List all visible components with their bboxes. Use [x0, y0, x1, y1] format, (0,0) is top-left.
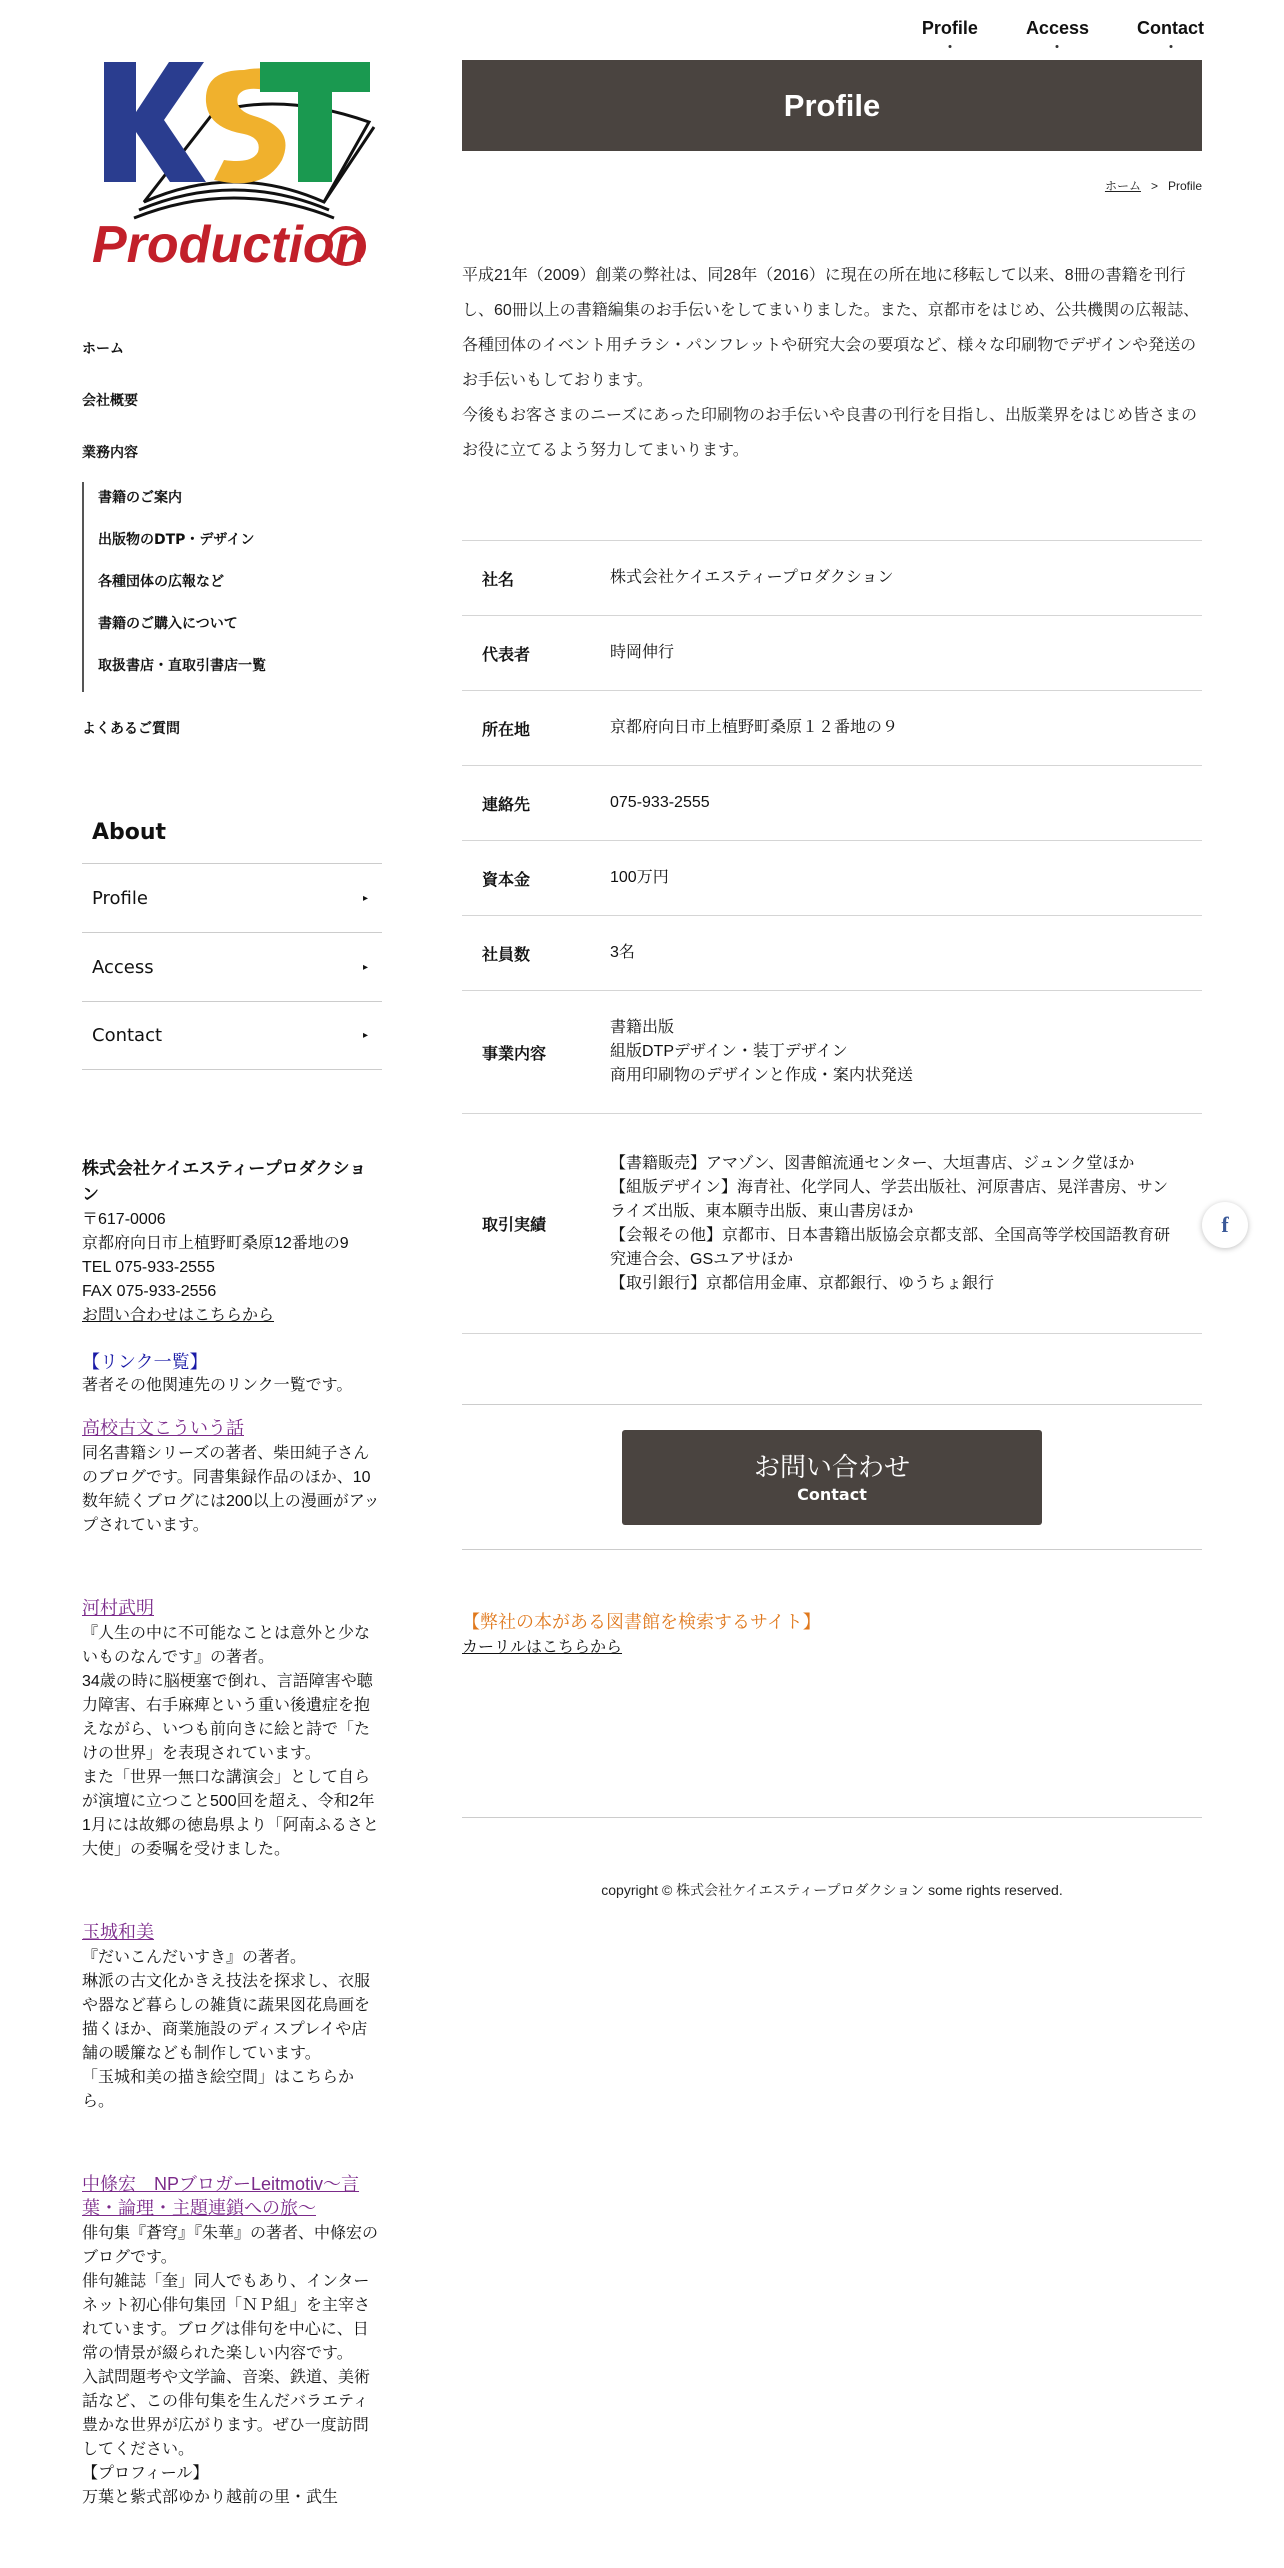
company-fax: FAX 075-933-2556 — [82, 1283, 217, 1300]
row-value: 100万円 — [610, 841, 1202, 916]
company-info — [82, 1156, 382, 1328]
main-content — [462, 60, 1202, 1900]
copyright: copyright © 株式会社ケイエスティープロダクション some rights reserved. — [601, 1882, 1063, 1898]
about-item-label: Contact — [92, 1025, 163, 1046]
row-value: 3名 — [610, 916, 1202, 991]
nav-company[interactable]: 会社概要 — [82, 393, 138, 409]
row-label: 事業内容 — [462, 991, 610, 1114]
company-name: 株式会社ケイエスティープロダクション — [82, 1159, 367, 1204]
topnav-contact-link[interactable]: Contact — [1137, 18, 1204, 38]
link-entry — [82, 2154, 382, 2510]
svg-text:Production: Production — [92, 216, 367, 274]
kst-production-logo[interactable] — [84, 52, 384, 292]
row-label: 資本金 — [462, 841, 610, 916]
table-row — [462, 991, 1202, 1114]
row-label: 社名 — [462, 541, 610, 616]
row-value: 書籍出版 組版DTPデザイン・装丁デザイン 商用印刷物のデザインと作成・案内状発送 — [610, 991, 1202, 1114]
company-address: 京都府向日市上植野町桑原12番地の9 — [82, 1235, 349, 1252]
company-contact-link[interactable]: お問い合わせはこちらから — [82, 1307, 275, 1324]
calil-link[interactable]: カーリルはこちらから — [462, 1639, 623, 1656]
footer-divider — [462, 1817, 1202, 1818]
row-value: 株式会社ケイエスティープロダクション — [610, 541, 1202, 616]
contact-button-label: お問い合わせ — [753, 1452, 910, 1483]
link-entry-text: 『人生の中に不可能なことは意外と少ないものなんです』の著者。 34歳の時に脳梗塞で倒れ、言語障害や聴力障害、右手麻痺という重い後遺症を抱えながら、いつも前向きに絵と詩で「たけの世界」を表現されています。 また「世界一無口な講演会」として自らが演壇に立つこと500回を超え、令和2年1月には故郷の徳島県より「阿南ふるさと大使」の委嘱を受けました。 — [82, 1625, 379, 1858]
contact-button[interactable] — [622, 1430, 1042, 1525]
nav-faq[interactable]: よくあるご質問 — [82, 721, 180, 737]
link-entry — [82, 1578, 382, 1862]
row-value: 時岡伸行 — [610, 616, 1202, 691]
library-search-title: 【弊社の本がある図書館を検索するサイト】 — [462, 1612, 821, 1632]
table-row — [462, 916, 1202, 991]
table-row — [462, 1114, 1202, 1334]
arrow-right-icon: ▸ — [362, 892, 368, 904]
link-entry-text: 俳句集『蒼穹』『朱華』の著者、中條宏のブログです。 俳句雑誌「奎」同人でもあり、インターネット初心俳句集団「ＮＰ組」を主宰されています。ブログは俳句を中心に、日常の情景が綴られた楽しい内容です。 入試問題考や文学論、音楽、鉄道、美術話など、この俳句集を生んだバラエティ豊かな世界が広がります。ぜひ一度訪問してください。 【プロフィール】 万葉と紫式部ゆかり越前の里・武生 — [82, 2225, 379, 2506]
business-subnav — [82, 482, 382, 692]
row-label: 所在地 — [462, 691, 610, 766]
intro-text: 平成21年（2009）創業の弊社は、同28年（2016）に現在の所在地に移転して以来、8冊の書籍を刊行し、60冊以上の書籍編集のお手伝いをしてまいりました。また、京都市をはじめ、公共機関の広報誌、各種団体のイベント用チラシ・パンフレットや研究大会の要項など、様々な印刷物でデザインや発送のお手伝いもしております。 今後もお客さまのニーズにあった印刷物のお手伝いや良書の刊行を目指し、出版業界をはじめ皆さまのお役に立てるよう努力してまいります。 — [462, 267, 1200, 459]
facebook-icon: f — [1221, 1212, 1229, 1237]
nav-business[interactable]: 業務内容 — [82, 445, 138, 461]
about-profile-link[interactable] — [82, 863, 382, 932]
contact-button-sublabel: Contact — [797, 1484, 867, 1504]
company-zip: 〒617-0006 — [82, 1211, 166, 1228]
row-label: 社員数 — [462, 916, 610, 991]
breadcrumb — [462, 177, 1202, 194]
about-menu — [82, 820, 382, 1070]
link-entry-text: 同名書籍シリーズの著者、柴田純子さんのブログです。同書集録作品のほか、10数年続くブログには200以上の漫画がアップされています。 — [82, 1445, 380, 1534]
nav-home[interactable]: ホーム — [82, 341, 124, 357]
link-entry-title[interactable]: 中條宏 NPブロガーLeitmotiv〜言葉・論理・主題連鎖への旅〜 — [82, 2174, 360, 2218]
facebook-share-button[interactable] — [1202, 1202, 1248, 1248]
link-entry — [82, 1398, 382, 1538]
company-tel: TEL 075-933-2555 — [82, 1259, 215, 1276]
subnav-purchase[interactable]: 書籍のご購入について — [98, 616, 238, 632]
row-value: 京都府向日市上植野町桑原１２番地の９ — [610, 691, 1202, 766]
breadcrumb-home-link[interactable]: ホーム — [1104, 179, 1141, 193]
link-list-description: 著者その他関連先のリンク一覧です。 — [82, 1377, 353, 1394]
row-label: 取引実績 — [462, 1114, 610, 1334]
row-value: 【書籍販売】アマゾン、図書館流通センター、大垣書店、ジュンク堂ほか 【組版デザイン】海青社、化学同人、学芸出版社、河原書店、晃洋書房、サンライズ出版、東本願寺出版、東山書房ほか 【会報その他】京都市、日本書籍出版協会京都支部、全国高等学校国語教育研究連合会、GSユアサほか 【取引銀行】京都信用金庫、京都銀行、ゆうちょ銀行 — [610, 1114, 1202, 1334]
table-row — [462, 541, 1202, 616]
table-row — [462, 691, 1202, 766]
link-entry-title[interactable]: 高校古文こういう話 — [82, 1418, 244, 1438]
arrow-right-icon: ▸ — [362, 961, 368, 973]
link-entry-text: 『だいこんだいすき』の著者。 琳派の古文化かきえ技法を探求し、衣服や器など暮らしの雑貨に蔬果図花鳥画を描くほか、商業施設のディスプレイや店舗の暖簾なども制作しています。 「玉城和美の描き絵空間」はこちらから。 — [82, 1949, 371, 2110]
topnav-access-link[interactable]: Access — [1025, 18, 1089, 38]
subnav-public-relations[interactable]: 各種団体の広報など — [98, 574, 224, 590]
breadcrumb-separator: > — [1150, 179, 1158, 193]
about-item-label: Access — [92, 956, 154, 978]
about-contact-link[interactable] — [82, 1001, 382, 1070]
link-entry — [82, 1902, 382, 2114]
contact-cta-section — [462, 1404, 1202, 1550]
about-heading: About — [92, 820, 167, 845]
table-row — [462, 841, 1202, 916]
subnav-dtp-design[interactable]: 出版物のDTP・デザイン — [98, 532, 255, 548]
profile-table — [462, 540, 1202, 1334]
row-label: 連絡先 — [462, 766, 610, 841]
row-value: 075-933-2555 — [610, 766, 1202, 841]
arrow-right-icon: ▸ — [362, 1030, 368, 1041]
global-nav — [82, 336, 382, 768]
row-label: 代表者 — [462, 616, 610, 691]
subnav-books[interactable]: 書籍のご案内 — [98, 490, 182, 506]
page-title: Profile — [783, 87, 881, 123]
table-row — [462, 766, 1202, 841]
about-access-link[interactable] — [82, 932, 382, 1001]
library-search — [462, 1610, 1202, 1657]
breadcrumb-current: Profile — [1167, 179, 1202, 193]
about-item-label: Profile — [92, 887, 148, 909]
table-row — [462, 616, 1202, 691]
topnav-profile-link[interactable]: Profile — [921, 18, 978, 38]
link-entry-title[interactable]: 河村武明 — [82, 1598, 154, 1618]
link-entry-title[interactable]: 玉城和美 — [82, 1922, 154, 1942]
top-nav — [922, 18, 1204, 39]
link-list — [82, 1350, 382, 2550]
page-title-bar — [462, 60, 1202, 151]
link-list-heading: 【リンク一覧】 — [82, 1352, 208, 1372]
subnav-bookstores[interactable]: 取扱書店・直取引書店一覧 — [98, 658, 266, 674]
